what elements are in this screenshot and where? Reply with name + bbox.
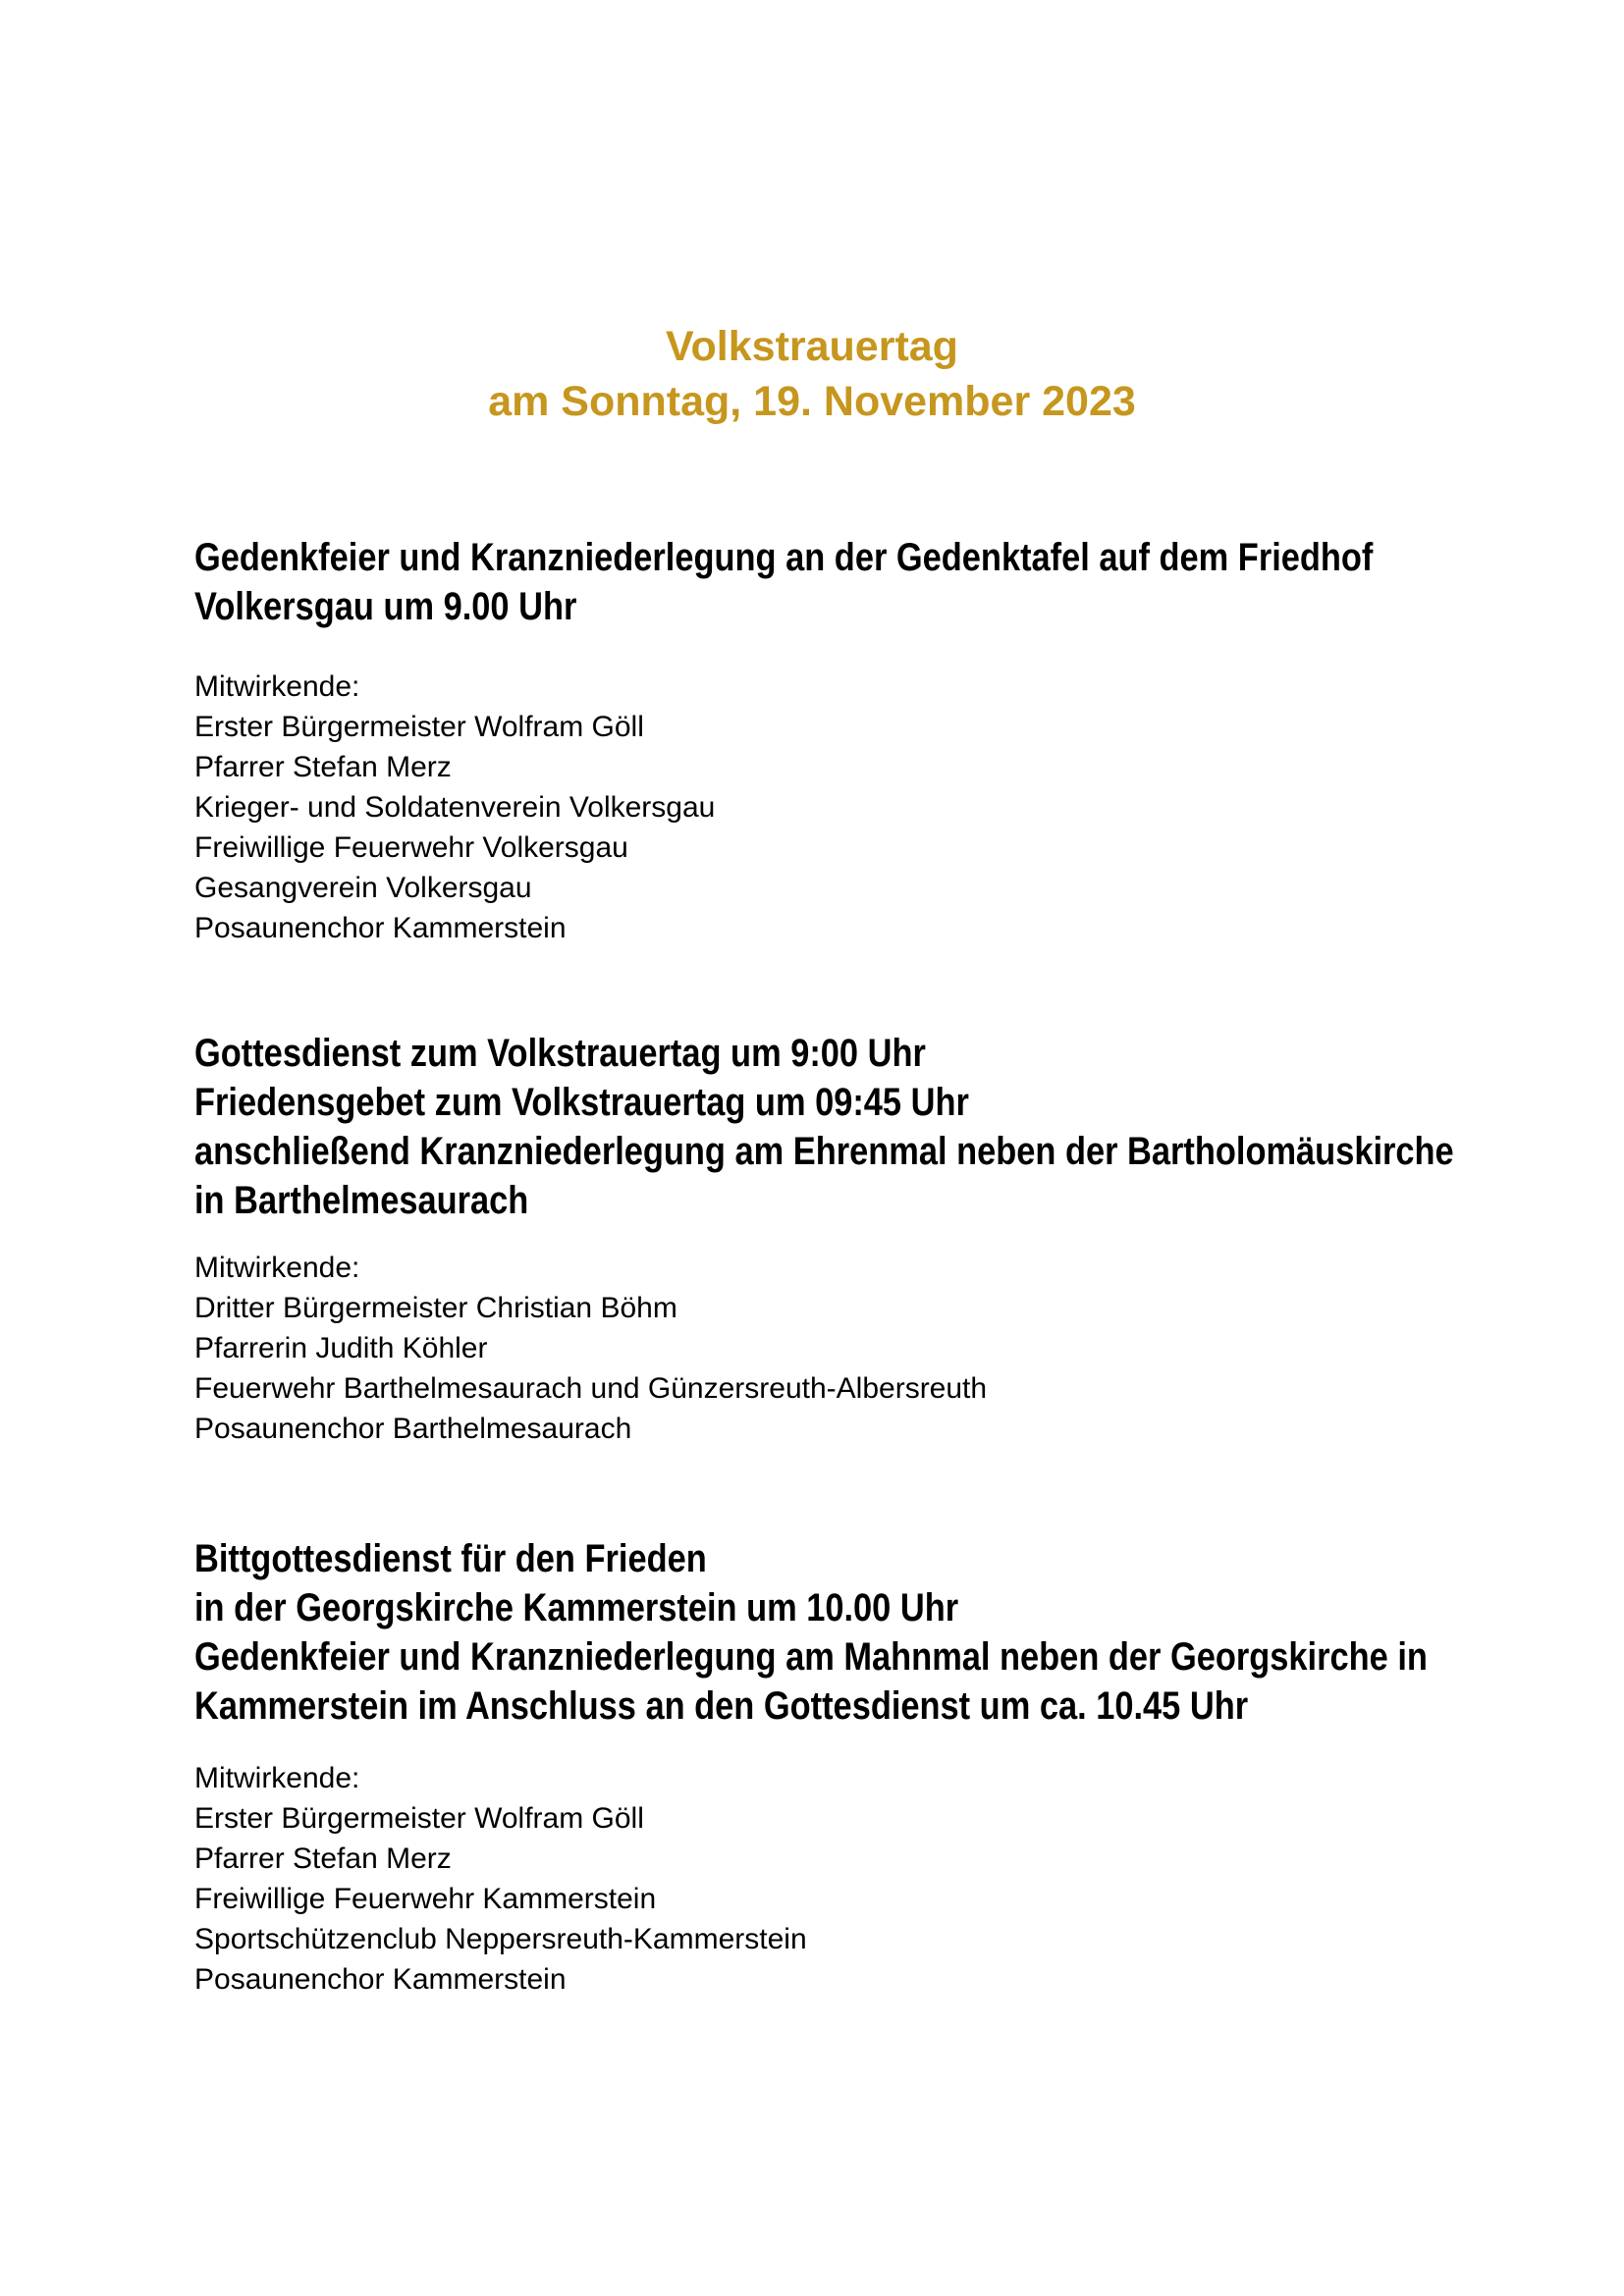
participant-entry: Krieger- und Soldatenverein Volkersgau <box>194 791 716 824</box>
participant-entry: Freiwillige Feuerwehr Kammerstein <box>194 1883 657 1915</box>
section-3-heading-line: Gedenkfeier und Kranzniederlegung am Mahnmal neben der Georgskirche in <box>194 1635 1428 1679</box>
section-2-participants <box>194 1248 1430 1449</box>
participant-entry: Posaunenchor Barthelmesaurach <box>194 1413 632 1445</box>
section-3-heading-line: Kammerstein im Anschluss an den Gottesdienst um ca. 10.45 Uhr <box>194 1684 1249 1728</box>
section-2-heading-line: Gottesdienst zum Volkstrauertag um 9:00 Uhr <box>194 1032 926 1075</box>
participants-label: Mitwirkende: <box>194 670 360 703</box>
section-2-heading <box>194 1029 1454 1225</box>
participant-entry: Freiwillige Feuerwehr Volkersgau <box>194 831 628 864</box>
participant-entry: Posaunenchor Kammerstein <box>194 1963 567 1996</box>
participant-entry: Feuerwehr Barthelmesaurach und Günzersreuth-Albersreuth <box>194 1372 988 1405</box>
section-1-heading-line: Gedenkfeier und Kranzniederlegung an der Gedenktafel auf dem Friedhof <box>194 536 1374 579</box>
document-title <box>0 319 1624 429</box>
participant-entry: Gesangverein Volkersgau <box>194 872 532 904</box>
participant-entry: Pfarrer Stefan Merz <box>194 1842 452 1875</box>
participants-label: Mitwirkende: <box>194 1252 360 1284</box>
section-2-heading-line: anschließend Kranzniederlegung am Ehrenmal neben der Bartholomäuskirche <box>194 1130 1454 1173</box>
participant-entry: Dritter Bürgermeister Christian Böhm <box>194 1292 677 1324</box>
section-3-heading-line: Bittgottesdienst für den Frieden <box>194 1537 707 1580</box>
section-1-participants <box>194 667 1430 948</box>
document-title-line-2: am Sonntag, 19. November 2023 <box>488 378 1136 425</box>
section-1-heading-line: Volkersgau um 9.00 Uhr <box>194 585 577 628</box>
section-3-heading-line: in der Georgskirche Kammerstein um 10.00 Uhr <box>194 1586 959 1629</box>
section-1-heading <box>194 533 1430 631</box>
participant-entry: Posaunenchor Kammerstein <box>194 912 567 944</box>
section-3-participants <box>194 1758 1430 2000</box>
participant-entry: Erster Bürgermeister Wolfram Göll <box>194 1802 644 1835</box>
section-2-heading-line: in Barthelmesaurach <box>194 1179 529 1222</box>
participant-entry: Pfarrerin Judith Köhler <box>194 1332 488 1364</box>
section-2-heading-line: Friedensgebet zum Volkstrauertag um 09:45 Uhr <box>194 1081 969 1124</box>
participant-entry: Erster Bürgermeister Wolfram Göll <box>194 711 644 743</box>
participant-entry: Pfarrer Stefan Merz <box>194 751 452 783</box>
participants-label: Mitwirkende: <box>194 1762 360 1794</box>
section-3-heading <box>194 1534 1430 1731</box>
participant-entry: Sportschützenclub Neppersreuth-Kammerstein <box>194 1923 807 1955</box>
document-title-line-1: Volkstrauertag <box>666 323 958 370</box>
